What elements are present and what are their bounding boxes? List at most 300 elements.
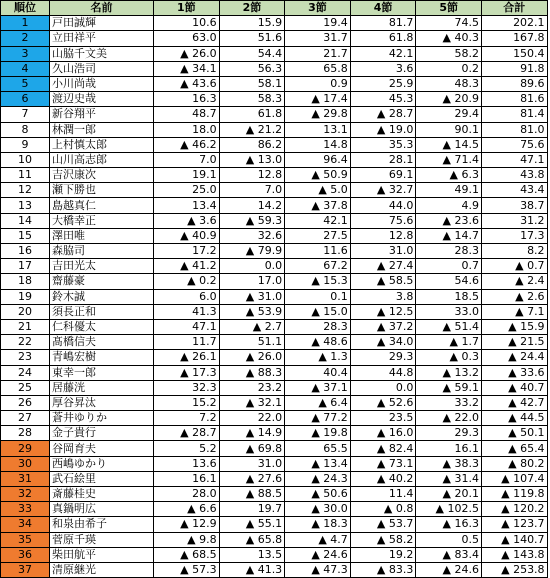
sec4-score-cell: 81.7 (350, 16, 416, 31)
sec1-score-cell: 18.0 (154, 122, 220, 137)
total-score-cell: ▲ 2.6 (481, 289, 547, 304)
sec4-score-cell: 45.3 (350, 92, 416, 107)
sec1-score-cell: 32.3 (154, 380, 220, 395)
total-score-cell: ▲ 65.4 (481, 441, 547, 456)
sec1-score-cell: 19.1 (154, 168, 220, 183)
total-score-cell: ▲ 7.1 (481, 304, 547, 319)
table-row (1, 532, 548, 547)
total-score-cell: 167.8 (481, 31, 547, 46)
rank-cell: 1 (1, 16, 50, 31)
table-row (1, 92, 548, 107)
table-row (1, 198, 548, 213)
rank-cell: 27 (1, 411, 50, 426)
total-score-cell: ▲ 50.1 (481, 426, 547, 441)
table-row (1, 61, 548, 76)
sec3-score-cell: 11.6 (285, 244, 351, 259)
player-name-cell: 澤田唯 (50, 228, 154, 243)
player-name-cell: 菅原千瑛 (50, 532, 154, 547)
total-score-cell: ▲ 15.9 (481, 319, 547, 334)
player-name-cell: 青嶋宏樹 (50, 350, 154, 365)
sec2-score-cell: ▲ 31.0 (219, 289, 285, 304)
sec5-score-cell: 28.3 (416, 244, 482, 259)
rank-cell: 9 (1, 137, 50, 152)
sec1-score-cell: 13.4 (154, 198, 220, 213)
sec1-score-cell: 6.0 (154, 289, 220, 304)
table-row (1, 441, 548, 456)
table-row (1, 122, 548, 137)
table-row (1, 411, 548, 426)
sec3-score-cell: 42.1 (285, 213, 351, 228)
player-name-cell: 小川尚哉 (50, 76, 154, 91)
sec4-score-cell: 75.6 (350, 213, 416, 228)
header-total: 合計 (481, 1, 547, 16)
sec3-score-cell: ▲ 6.4 (285, 395, 351, 410)
total-score-cell: ▲ 42.7 (481, 395, 547, 410)
sec5-score-cell: 0.5 (416, 532, 482, 547)
sec2-score-cell: 17.0 (219, 274, 285, 289)
player-name-cell: 久山浩司 (50, 61, 154, 76)
sec5-score-cell: 48.3 (416, 76, 482, 91)
player-name-cell: 金子貴行 (50, 426, 154, 441)
rank-cell: 22 (1, 335, 50, 350)
rank-cell: 7 (1, 107, 50, 122)
total-score-cell: ▲ 33.6 (481, 365, 547, 380)
rank-cell: 2 (1, 31, 50, 46)
sec5-score-cell: ▲ 23.6 (416, 213, 482, 228)
rank-cell: 3 (1, 46, 50, 61)
sec1-score-cell: ▲ 46.2 (154, 137, 220, 152)
sec5-score-cell: 4.9 (416, 198, 482, 213)
total-score-cell: ▲ 24.4 (481, 350, 547, 365)
sec1-score-cell: 25.0 (154, 183, 220, 198)
sec1-score-cell: ▲ 43.6 (154, 76, 220, 91)
player-name-cell: 清原継光 (50, 562, 154, 577)
sec2-score-cell: 19.7 (219, 502, 285, 517)
sec2-score-cell: 12.8 (219, 168, 285, 183)
sec5-score-cell: ▲ 1.7 (416, 335, 482, 350)
rank-cell: 18 (1, 274, 50, 289)
total-score-cell: ▲ 143.8 (481, 547, 547, 562)
table-row (1, 46, 548, 61)
sec3-score-cell: ▲ 19.8 (285, 426, 351, 441)
sec5-score-cell: 33.2 (416, 395, 482, 410)
sec1-score-cell: 5.2 (154, 441, 220, 456)
sec4-score-cell: 29.3 (350, 350, 416, 365)
player-name-cell: 居藤洸 (50, 380, 154, 395)
sec3-score-cell: ▲ 37.1 (285, 380, 351, 395)
player-name-cell: 瀬下勝也 (50, 183, 154, 198)
sec2-score-cell: ▲ 14.9 (219, 426, 285, 441)
sec2-score-cell: 23.2 (219, 380, 285, 395)
player-name-cell: 東幸一郎 (50, 365, 154, 380)
sec2-score-cell: 32.6 (219, 228, 285, 243)
sec3-score-cell: 14.8 (285, 137, 351, 152)
table-body (1, 16, 548, 578)
sec1-score-cell: 47.1 (154, 319, 220, 334)
table-row (1, 16, 548, 31)
sec4-score-cell: ▲ 58.5 (350, 274, 416, 289)
sec2-score-cell: ▲ 41.3 (219, 562, 285, 577)
sec1-score-cell: 13.6 (154, 456, 220, 471)
total-score-cell: 17.3 (481, 228, 547, 243)
sec5-score-cell: 0.7 (416, 259, 482, 274)
sec5-score-cell: 29.3 (416, 426, 482, 441)
rank-cell: 17 (1, 259, 50, 274)
player-name-cell: 厚谷昇汰 (50, 395, 154, 410)
sec5-score-cell: 90.1 (416, 122, 482, 137)
table-row (1, 350, 548, 365)
player-name-cell: 立田祥平 (50, 31, 154, 46)
table-row (1, 319, 548, 334)
player-name-cell: 山脇千文美 (50, 46, 154, 61)
sec2-score-cell: ▲ 32.1 (219, 395, 285, 410)
table-row (1, 152, 548, 167)
total-score-cell: ▲ 119.8 (481, 487, 547, 502)
sec4-score-cell: ▲ 58.2 (350, 532, 416, 547)
sec3-score-cell: ▲ 1.3 (285, 350, 351, 365)
player-name-cell: 上村慎太郎 (50, 137, 154, 152)
sec4-score-cell: ▲ 0.8 (350, 502, 416, 517)
total-score-cell: ▲ 0.7 (481, 259, 547, 274)
rank-cell: 36 (1, 547, 50, 562)
sec3-score-cell: ▲ 13.4 (285, 456, 351, 471)
sec3-score-cell: ▲ 24.3 (285, 471, 351, 486)
sec1-score-cell: 16.1 (154, 471, 220, 486)
sec4-score-cell: 11.4 (350, 487, 416, 502)
sec3-score-cell: 67.2 (285, 259, 351, 274)
player-name-cell: 戸田誠輝 (50, 16, 154, 31)
player-name-cell: 仁科優太 (50, 319, 154, 334)
sec3-score-cell: ▲ 24.6 (285, 547, 351, 562)
sec4-score-cell: ▲ 73.1 (350, 456, 416, 471)
rank-cell: 32 (1, 487, 50, 502)
sec3-score-cell: ▲ 4.7 (285, 532, 351, 547)
sec3-score-cell: 40.4 (285, 365, 351, 380)
sec3-score-cell: 13.1 (285, 122, 351, 137)
player-name-cell: 和泉由希子 (50, 517, 154, 532)
sec4-score-cell: ▲ 32.7 (350, 183, 416, 198)
rank-cell: 29 (1, 441, 50, 456)
sec1-score-cell: ▲ 34.1 (154, 61, 220, 76)
sec5-score-cell: ▲ 20.1 (416, 487, 482, 502)
sec1-score-cell: 17.2 (154, 244, 220, 259)
sec1-score-cell: ▲ 3.6 (154, 213, 220, 228)
sec1-score-cell: ▲ 57.3 (154, 562, 220, 577)
sec5-score-cell: ▲ 14.7 (416, 228, 482, 243)
sec1-score-cell: 10.6 (154, 16, 220, 31)
sec2-score-cell: 54.4 (219, 46, 285, 61)
sec3-score-cell: 19.4 (285, 16, 351, 31)
sec5-score-cell: ▲ 20.9 (416, 92, 482, 107)
total-score-cell: 31.2 (481, 213, 547, 228)
player-name-cell: 真鍋明広 (50, 502, 154, 517)
sec2-score-cell: ▲ 26.0 (219, 350, 285, 365)
sec2-score-cell: ▲ 59.3 (219, 213, 285, 228)
sec3-score-cell: 65.5 (285, 441, 351, 456)
sec1-score-cell: 7.0 (154, 152, 220, 167)
sec5-score-cell: 0.2 (416, 61, 482, 76)
sec5-score-cell: 49.1 (416, 183, 482, 198)
sec4-score-cell: ▲ 27.4 (350, 259, 416, 274)
table-row (1, 76, 548, 91)
total-score-cell: 81.0 (481, 122, 547, 137)
sec3-score-cell: ▲ 29.8 (285, 107, 351, 122)
sec1-score-cell: ▲ 68.5 (154, 547, 220, 562)
table-row (1, 304, 548, 319)
sec2-score-cell: ▲ 79.9 (219, 244, 285, 259)
rank-cell: 13 (1, 198, 50, 213)
sec4-score-cell: 28.1 (350, 152, 416, 167)
total-score-cell: 91.8 (481, 61, 547, 76)
sec2-score-cell: 61.8 (219, 107, 285, 122)
rank-cell: 14 (1, 213, 50, 228)
sec3-score-cell: ▲ 47.3 (285, 562, 351, 577)
header-sec3: 3節 (285, 1, 351, 16)
sec1-score-cell: 28.0 (154, 487, 220, 502)
total-score-cell: ▲ 123.7 (481, 517, 547, 532)
rank-cell: 4 (1, 61, 50, 76)
table-row (1, 426, 548, 441)
total-score-cell: ▲ 253.8 (481, 562, 547, 577)
sec2-score-cell: ▲ 65.8 (219, 532, 285, 547)
sec4-score-cell: 25.9 (350, 76, 416, 91)
total-score-cell: ▲ 140.7 (481, 532, 547, 547)
player-name-cell: 谷岡育夫 (50, 441, 154, 456)
sec3-score-cell: ▲ 17.4 (285, 92, 351, 107)
table-row (1, 365, 548, 380)
player-name-cell: 吉田光太 (50, 259, 154, 274)
player-name-cell: 武石絵里 (50, 471, 154, 486)
rank-cell: 28 (1, 426, 50, 441)
sec2-score-cell: 7.0 (219, 183, 285, 198)
sec1-score-cell: ▲ 40.9 (154, 228, 220, 243)
player-name-cell: 柴田航平 (50, 547, 154, 562)
sec2-score-cell: ▲ 2.7 (219, 319, 285, 334)
sec5-score-cell: 74.5 (416, 16, 482, 31)
player-name-cell: 林潤一郎 (50, 122, 154, 137)
total-score-cell: ▲ 120.2 (481, 502, 547, 517)
sec2-score-cell: ▲ 69.8 (219, 441, 285, 456)
table-row (1, 183, 548, 198)
sec1-score-cell: ▲ 17.3 (154, 365, 220, 380)
table-row (1, 335, 548, 350)
sec5-score-cell: 33.0 (416, 304, 482, 319)
sec4-score-cell: 44.0 (350, 198, 416, 213)
sec5-score-cell: ▲ 51.4 (416, 319, 482, 334)
rank-cell: 16 (1, 244, 50, 259)
table-row (1, 274, 548, 289)
table-row (1, 517, 548, 532)
total-score-cell: 47.1 (481, 152, 547, 167)
sec1-score-cell: ▲ 6.6 (154, 502, 220, 517)
sec5-score-cell: ▲ 71.4 (416, 152, 482, 167)
sec1-score-cell: ▲ 26.1 (154, 350, 220, 365)
sec3-score-cell: ▲ 50.9 (285, 168, 351, 183)
rank-cell: 20 (1, 304, 50, 319)
sec2-score-cell: 31.0 (219, 456, 285, 471)
sec5-score-cell: 58.2 (416, 46, 482, 61)
total-score-cell: 150.4 (481, 46, 547, 61)
table-row (1, 547, 548, 562)
sec5-score-cell: ▲ 22.0 (416, 411, 482, 426)
sec4-score-cell: 19.2 (350, 547, 416, 562)
sec5-score-cell: ▲ 31.4 (416, 471, 482, 486)
rank-cell: 31 (1, 471, 50, 486)
sec4-score-cell: ▲ 82.4 (350, 441, 416, 456)
sec4-score-cell: ▲ 53.7 (350, 517, 416, 532)
rank-cell: 8 (1, 122, 50, 137)
sec2-score-cell: 58.1 (219, 76, 285, 91)
sec5-score-cell: ▲ 59.1 (416, 380, 482, 395)
sec3-score-cell: ▲ 30.0 (285, 502, 351, 517)
player-name-cell: 蒼井ゆりか (50, 411, 154, 426)
sec5-score-cell: ▲ 40.3 (416, 31, 482, 46)
total-score-cell: ▲ 44.5 (481, 411, 547, 426)
sec3-score-cell: 28.3 (285, 319, 351, 334)
header-sec4: 4節 (350, 1, 416, 16)
sec1-score-cell: 63.0 (154, 31, 220, 46)
header-sec1: 1節 (154, 1, 220, 16)
sec1-score-cell: 15.2 (154, 395, 220, 410)
total-score-cell: 81.6 (481, 92, 547, 107)
rank-cell: 30 (1, 456, 50, 471)
total-score-cell: ▲ 2.4 (481, 274, 547, 289)
total-score-cell: ▲ 40.7 (481, 380, 547, 395)
header-name: 名前 (50, 1, 154, 16)
rank-cell: 21 (1, 319, 50, 334)
rank-cell: 35 (1, 532, 50, 547)
table-row (1, 137, 548, 152)
sec2-score-cell: 14.2 (219, 198, 285, 213)
sec4-score-cell: ▲ 28.7 (350, 107, 416, 122)
table-row (1, 31, 548, 46)
total-score-cell: 81.4 (481, 107, 547, 122)
sec1-score-cell: ▲ 9.8 (154, 532, 220, 547)
table-row (1, 502, 548, 517)
rank-cell: 34 (1, 517, 50, 532)
total-score-cell: 43.4 (481, 183, 547, 198)
sec1-score-cell: 7.2 (154, 411, 220, 426)
rank-cell: 26 (1, 395, 50, 410)
player-name-cell: 須長正和 (50, 304, 154, 319)
player-name-cell: 新谷翔平 (50, 107, 154, 122)
sec1-score-cell: 16.3 (154, 92, 220, 107)
sec4-score-cell: 31.0 (350, 244, 416, 259)
player-name-cell: 渡辺史哉 (50, 92, 154, 107)
sec4-score-cell: ▲ 12.5 (350, 304, 416, 319)
sec2-score-cell: ▲ 13.0 (219, 152, 285, 167)
total-score-cell: 202.1 (481, 16, 547, 31)
table-row (1, 487, 548, 502)
sec5-score-cell: ▲ 38.3 (416, 456, 482, 471)
sec2-score-cell: 15.9 (219, 16, 285, 31)
total-score-cell: 38.7 (481, 198, 547, 213)
table-row (1, 380, 548, 395)
sec4-score-cell: 12.8 (350, 228, 416, 243)
sec5-score-cell: 54.6 (416, 274, 482, 289)
sec1-score-cell: 11.7 (154, 335, 220, 350)
player-name-cell: 島越真仁 (50, 198, 154, 213)
table-row (1, 289, 548, 304)
sec4-score-cell: ▲ 83.3 (350, 562, 416, 577)
table-row (1, 107, 548, 122)
sec4-score-cell: ▲ 19.0 (350, 122, 416, 137)
rank-cell: 24 (1, 365, 50, 380)
sec3-score-cell: ▲ 15.0 (285, 304, 351, 319)
rank-cell: 12 (1, 183, 50, 198)
table-row (1, 228, 548, 243)
sec2-score-cell: 0.0 (219, 259, 285, 274)
sec1-score-cell: ▲ 0.2 (154, 274, 220, 289)
table-row (1, 259, 548, 274)
sec5-score-cell: ▲ 13.2 (416, 365, 482, 380)
table-row (1, 168, 548, 183)
rank-cell: 25 (1, 380, 50, 395)
rank-cell: 23 (1, 350, 50, 365)
sec4-score-cell: 44.8 (350, 365, 416, 380)
sec4-score-cell: 35.3 (350, 137, 416, 152)
sec2-score-cell: 51.6 (219, 31, 285, 46)
total-score-cell: 8.2 (481, 244, 547, 259)
table-row (1, 471, 548, 486)
total-score-cell: ▲ 107.4 (481, 471, 547, 486)
rank-cell: 33 (1, 502, 50, 517)
sec4-score-cell: 61.8 (350, 31, 416, 46)
player-name-cell: 齋藤豪 (50, 274, 154, 289)
sec3-score-cell: ▲ 5.0 (285, 183, 351, 198)
sec5-score-cell: ▲ 6.3 (416, 168, 482, 183)
sec5-score-cell: ▲ 24.6 (416, 562, 482, 577)
sec4-score-cell: ▲ 16.0 (350, 426, 416, 441)
sec4-score-cell: 3.6 (350, 61, 416, 76)
sec2-score-cell: ▲ 53.9 (219, 304, 285, 319)
sec5-score-cell: 16.1 (416, 441, 482, 456)
sec2-score-cell: ▲ 21.2 (219, 122, 285, 137)
rank-cell: 15 (1, 228, 50, 243)
sec3-score-cell: 27.5 (285, 228, 351, 243)
sec2-score-cell: 58.3 (219, 92, 285, 107)
sec2-score-cell: 51.1 (219, 335, 285, 350)
table-row (1, 562, 548, 577)
sec3-score-cell: 31.7 (285, 31, 351, 46)
header-rank: 順位 (1, 1, 50, 16)
total-score-cell: ▲ 21.5 (481, 335, 547, 350)
sec3-score-cell: ▲ 18.3 (285, 517, 351, 532)
table-row (1, 456, 548, 471)
sec3-score-cell: 21.7 (285, 46, 351, 61)
sec5-score-cell: ▲ 16.3 (416, 517, 482, 532)
player-name-cell: 山川高志郎 (50, 152, 154, 167)
rank-cell: 5 (1, 76, 50, 91)
header-sec2: 2節 (219, 1, 285, 16)
header-sec5: 5節 (416, 1, 482, 16)
sec5-score-cell: 29.4 (416, 107, 482, 122)
sec2-score-cell: ▲ 88.3 (219, 365, 285, 380)
table-row (1, 244, 548, 259)
sec5-score-cell: 18.5 (416, 289, 482, 304)
total-score-cell: 89.6 (481, 76, 547, 91)
sec4-score-cell: 69.1 (350, 168, 416, 183)
sec3-score-cell: 0.9 (285, 76, 351, 91)
sec2-score-cell: ▲ 88.5 (219, 487, 285, 502)
player-name-cell: 斎藤桂史 (50, 487, 154, 502)
total-score-cell: 43.8 (481, 168, 547, 183)
sec1-score-cell: ▲ 26.0 (154, 46, 220, 61)
player-name-cell: 髙橋信夫 (50, 335, 154, 350)
table-row (1, 395, 548, 410)
header-row (1, 1, 548, 16)
sec3-score-cell: ▲ 77.2 (285, 411, 351, 426)
